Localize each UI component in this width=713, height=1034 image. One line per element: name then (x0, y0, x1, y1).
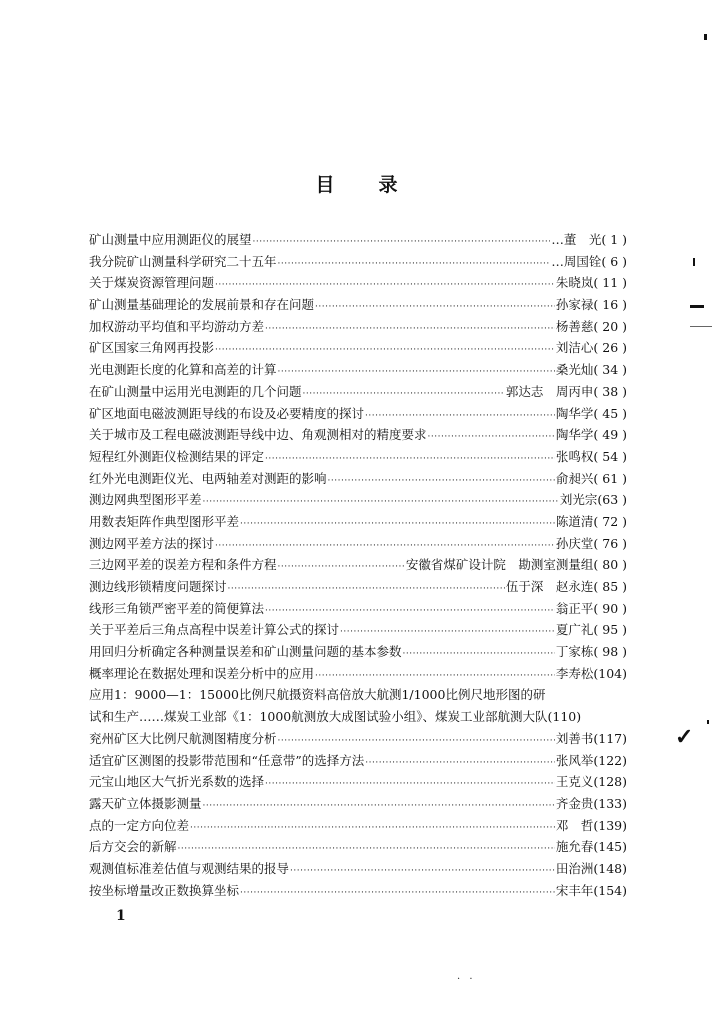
toc-leader-dots (315, 671, 555, 681)
toc-section (89, 230, 627, 685)
toc-entry-author: 孙庆堂 (555, 535, 594, 551)
toc-entry-title: 测边网平差方法的探讨 (89, 535, 215, 551)
toc-leader-dots (190, 823, 555, 833)
toc-entry (89, 382, 627, 404)
toc-entry-title: 加权游动平均值和平均游动方差 (89, 318, 265, 334)
toc-entry-line: 试和生产……煤炭工业部《1：1000航测放大成图试验小组》、煤炭工业部航测大队(110) (89, 709, 582, 725)
toc-leader-dots (215, 345, 555, 355)
toc-entry-author: 刘善书 (555, 730, 594, 746)
toc-entry (89, 555, 627, 577)
toc-entry-page: ( 72 ) (593, 513, 627, 529)
toc-entry (89, 295, 627, 317)
toc-entry (89, 751, 627, 773)
toc-entry-page: ( 90 ) (593, 600, 627, 616)
toc-entry (89, 859, 627, 881)
toc-entry-title: 观测值标准差估值与观测结果的报导 (89, 860, 290, 876)
toc-entry-author: …周国铨 (551, 253, 602, 269)
toc-entry-author: 施允春 (555, 839, 594, 855)
toc-entry-author: …董 光 (551, 232, 602, 247)
toc-entry (89, 620, 627, 642)
toc-entry-title: 我分院矿山测量科学研究二十五年 (89, 253, 277, 269)
toc-entry-author: 伍于深 赵永连 (505, 579, 594, 594)
toc-entry-author: 安徽省煤矿设计院 勘测室测量组 (405, 557, 594, 573)
toc-entry-page: ( 98 ) (593, 644, 627, 660)
toc-entry (89, 317, 627, 339)
toc-entry-page: (139) (593, 817, 627, 833)
toc-entry-page: ( 76 ) (593, 535, 627, 551)
toc-entry-page: ( 1 ) (601, 232, 627, 247)
toc-entry-title: 概率理论在数据处理和误差分析中的应用 (89, 665, 315, 681)
toc-entry-author: 齐金贵 (555, 795, 594, 811)
toc-entry (89, 837, 627, 859)
toc-entry-page: (122) (593, 752, 627, 768)
toc-entry (89, 816, 627, 838)
toc-leader-dots (365, 758, 555, 768)
toc-entry-title: 红外光电测距仪光、电两轴差对测距的影响 (89, 470, 327, 486)
scan-mark: · · (457, 974, 476, 985)
toc-entry-title: 露天矿立体摄影测量 (89, 795, 202, 811)
toc-entry (89, 729, 627, 751)
toc-entry-title: 关于煤炭资源管理问题 (89, 275, 215, 291)
toc-entry-title: 矿山测量中应用测距仪的展望 (89, 232, 252, 247)
toc-leader-dots (340, 627, 555, 637)
toc-entry-page: (148) (593, 860, 627, 876)
toc-entry-title: 按坐标增量改正数换算坐标 (89, 882, 240, 898)
toc-entry-author: 王克义 (555, 774, 594, 790)
toc-entry (89, 534, 627, 556)
page-number: 1 (116, 908, 126, 924)
toc-leader-dots (278, 562, 405, 572)
toc-leader-dots (278, 736, 555, 746)
toc-entry-page: ( 26 ) (593, 340, 627, 356)
toc-entry-title: 短程红外测距仪检测结果的评定 (89, 448, 265, 464)
toc-entry-page: ( 61 ) (593, 470, 627, 486)
toc-leader-dots (265, 454, 555, 464)
toc-leader-dots (215, 280, 555, 290)
toc-entry-author: 宋丰年 (555, 882, 594, 898)
toc-entry-title: 关于城市及工程电磁波测距导线中边、角观测相对的精度要求 (89, 427, 427, 443)
page-title: 目录 (315, 174, 442, 196)
toc-entry-page: (128) (593, 774, 627, 790)
toc-entry-author: 丁家栋 (555, 644, 594, 660)
toc-entry-page: ( 20 ) (593, 318, 627, 334)
toc-entry (89, 252, 627, 274)
toc-entry-author: 朱晓岚 (555, 275, 594, 291)
toc-entry-title: 矿区地面电磁波测距导线的布设及必要精度的探讨 (89, 405, 365, 421)
toc-entry-author: 张风举 (555, 752, 594, 768)
toc-entry-page: (133) (593, 795, 627, 811)
toc-leader-dots (265, 324, 555, 334)
scan-mark (693, 258, 695, 266)
toc-entry-page: ( 85 ) (593, 579, 627, 594)
toc-entry-author: 陶华学 (555, 405, 594, 421)
toc-leader-dots (265, 779, 555, 789)
scan-mark (690, 305, 704, 308)
scan-mark (707, 720, 709, 724)
toc-entry-author: 刘光宗 (559, 492, 598, 508)
toc-entry-title: 测边网典型图形平差 (89, 492, 202, 508)
toc-entry (89, 404, 627, 426)
toc-leader-dots (328, 476, 555, 486)
toc-entry-page: ( 34 ) (593, 362, 627, 378)
toc-entry (89, 447, 627, 469)
toc-entry-title: 在矿山测量中运用光电测距的几个问题 (89, 383, 302, 399)
toc-leader-dots (315, 302, 555, 312)
toc-entry-author: 翁正平 (555, 600, 594, 616)
toc-leader-dots (178, 844, 555, 854)
toc-entry-line: 应用1：9000—1：15000比例尺航摄资料高倍放大航测1/1000比例尺地形图的研 (89, 687, 546, 703)
toc-entry-author: 杨善慈 (555, 318, 594, 334)
toc-entry (89, 577, 627, 599)
toc-entry-author: 张鸣权 (555, 448, 594, 464)
toc-entry-author: 郭达志 周丙申 (505, 383, 594, 399)
toc-entry (89, 273, 627, 295)
toc-entry-page: (104) (593, 665, 627, 681)
toc-entry (89, 642, 627, 664)
toc-leader-dots (203, 801, 555, 811)
toc-entry-page: ( 80 ) (593, 557, 627, 573)
toc-entry-author: 夏广礼 (555, 622, 594, 638)
toc-entry-page: (117) (593, 730, 627, 746)
toc-entry-page: ( 16 ) (593, 297, 627, 313)
toc-leader-dots (240, 519, 555, 529)
toc-entry-author: 孙家禄 (555, 297, 594, 313)
toc-entry (89, 512, 627, 534)
toc-entry-author: 田治洲 (555, 860, 594, 876)
toc-entry-page: (145) (593, 839, 627, 855)
toc-entry-author: 桑光灿 (555, 362, 594, 378)
scan-mark (704, 34, 707, 40)
scan-mark: ✓ (675, 724, 694, 750)
toc-leader-dots (278, 367, 555, 377)
toc-leader-dots (253, 237, 551, 247)
toc-entry-author: 邓 哲 (555, 817, 594, 833)
toc-entry (89, 664, 627, 686)
toc-entry-author: 陈道清 (555, 513, 594, 529)
toc-entry-title: 元宝山地区大气折光系数的选择 (89, 774, 265, 790)
scan-mark (690, 326, 712, 327)
toc-entry-author: 刘洁心 (555, 340, 594, 356)
toc-entry-title: 点的一定方向位差 (89, 817, 190, 833)
toc-entry-page: ( 11 ) (593, 275, 627, 291)
toc-entry-title: 三边网平差的误差方程和条件方程 (89, 557, 277, 573)
toc-entry-title: 适宜矿区测图的投影带范围和“任意带”的选择方法 (89, 752, 365, 768)
toc-leader-dots (365, 411, 555, 421)
toc-entry-page: ( 54 ) (593, 448, 627, 464)
toc-leader-dots (265, 606, 555, 616)
toc-leader-dots (278, 259, 551, 269)
toc-leader-dots (240, 888, 555, 898)
toc-entry (89, 490, 627, 512)
toc-entry-page: (63 ) (597, 492, 627, 508)
toc-entry (89, 360, 627, 382)
toc-entry (89, 599, 627, 621)
toc-entry-title: 矿区国家三角网再投影 (89, 340, 215, 356)
toc-entry (89, 772, 627, 794)
toc-entry (89, 469, 627, 491)
toc-entry-title: 后方交会的新解 (89, 839, 177, 855)
toc-leader-dots (215, 541, 555, 551)
toc-entry-page: ( 6 ) (601, 253, 627, 269)
toc-entry-title: 矿山测量基础理论的发展前景和存在问题 (89, 297, 315, 313)
toc-entry-title: 用回归分析确定各种测量误差和矿山测量问题的基本参数 (89, 644, 402, 660)
toc-entry (89, 230, 627, 252)
toc-entry (89, 794, 627, 816)
toc-entry (89, 425, 627, 447)
toc-leader-dots (403, 649, 555, 659)
toc-leader-dots (428, 432, 555, 442)
toc-entry-title: 线形三角锁严密平差的简便算法 (89, 600, 265, 616)
toc-entry-page: ( 38 ) (593, 383, 627, 399)
toc-entry-title: 关于平差后三角点高程中误差计算公式的探讨 (89, 622, 340, 638)
toc-entry-author: 李寿松 (555, 665, 594, 681)
toc-section (89, 729, 627, 903)
toc-leader-dots (303, 389, 505, 399)
toc-entry-page: (154) (593, 882, 627, 898)
toc-entry-title: 用数表矩阵作典型图形平差 (89, 513, 240, 529)
toc-leader-dots (203, 497, 559, 507)
toc-entry-title: 兖州矿区大比例尺航测图精度分析 (89, 730, 277, 746)
toc-leader-dots (228, 584, 505, 594)
toc-entry-author: 陶华学 (555, 427, 594, 443)
table-of-contents (89, 230, 627, 902)
toc-entry-page: ( 49 ) (593, 427, 627, 443)
toc-entry-author: 俞昶兴 (555, 470, 594, 486)
toc-entry (89, 338, 627, 360)
toc-entry-title: 光电测距长度的化算和高差的计算 (89, 362, 277, 378)
toc-entry (89, 881, 627, 903)
toc-entry-page: ( 45 ) (593, 405, 627, 421)
toc-leader-dots (290, 866, 555, 876)
toc-entry-page: ( 95 ) (593, 622, 627, 638)
toc-entry-title: 测边线形锁精度问题探讨 (89, 579, 227, 594)
